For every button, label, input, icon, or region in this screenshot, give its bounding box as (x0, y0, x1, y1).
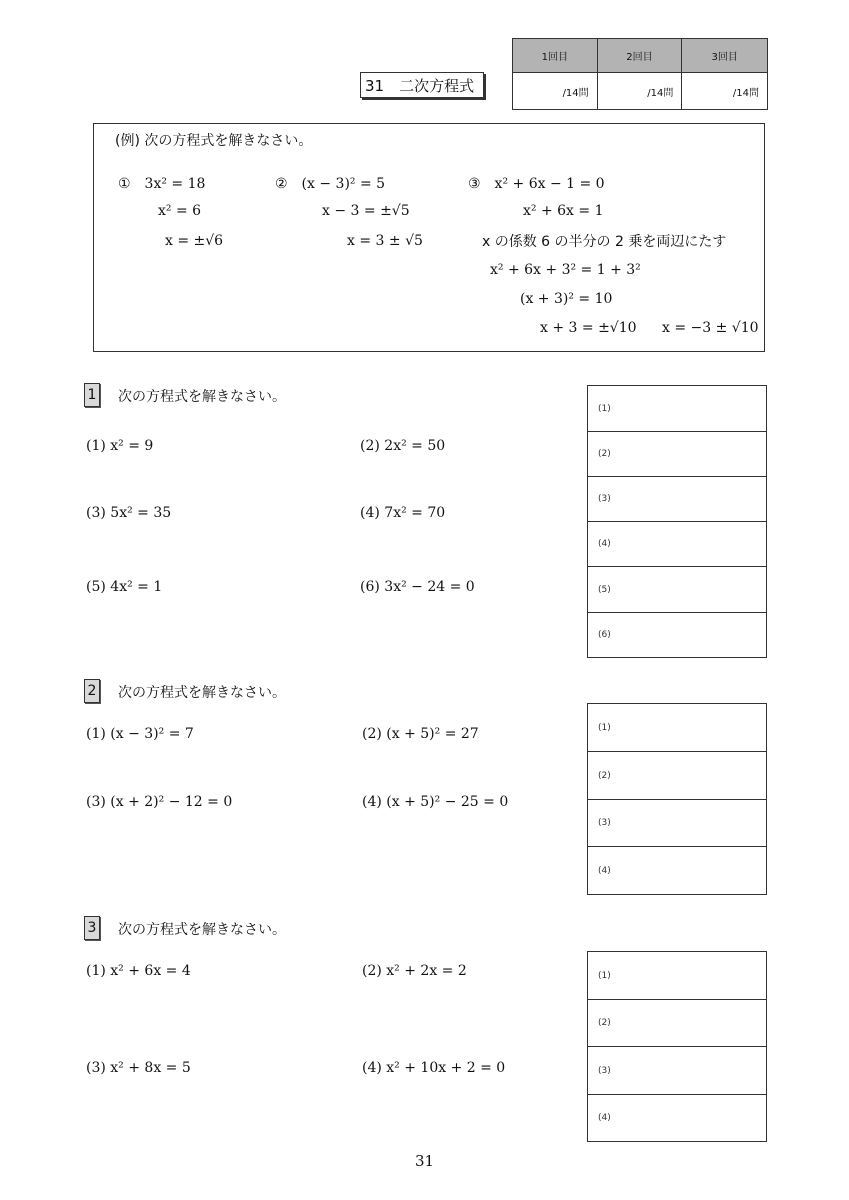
answer-box[interactable] (588, 952, 766, 1000)
example-2-line-3: x = 3 ± √5 (347, 233, 423, 249)
example-3-line-4: x² + 6x + 3² = 1 + 3² (490, 262, 641, 278)
section-1-problem-2: (2) 2x² = 50 (360, 438, 446, 454)
example-2-line-2: x − 3 = ±√5 (322, 203, 410, 219)
score-cell-2[interactable]: /14問 (598, 73, 683, 109)
section-2-answer-column (587, 703, 767, 895)
answer-box[interactable] (588, 613, 766, 658)
answer-box[interactable] (588, 800, 766, 847)
example-heading: (例) 次の方程式を解きなさい。 (115, 133, 313, 149)
answer-box[interactable] (588, 847, 766, 895)
section-3-problem-1: (1) x² + 6x = 4 (86, 963, 191, 979)
answer-box[interactable] (588, 1000, 766, 1047)
answer-box[interactable] (588, 522, 766, 567)
answer-box[interactable] (588, 386, 766, 432)
answer-box[interactable] (588, 477, 766, 522)
section-3-instruction: 次の方程式を解きなさい。 (118, 922, 286, 938)
section-1-problem-1: (1) x² = 9 (86, 438, 154, 454)
answer-label: (2) (598, 449, 611, 459)
section-3-answer-column (587, 951, 767, 1142)
answer-label: (1) (598, 403, 611, 414)
example-3-line-7: x = −3 ± √10 (662, 320, 759, 336)
answer-label: (5) (598, 584, 611, 595)
section-1-problem-3: (3) 5x² = 35 (86, 505, 172, 521)
answer-label: (2) (598, 1018, 611, 1028)
page-number: 31 (414, 1152, 435, 1170)
section-2-instruction: 次の方程式を解きなさい。 (118, 685, 286, 701)
answer-label: (3) (598, 1065, 611, 1076)
section-1-instruction: 次の方程式を解きなさい。 (118, 389, 286, 405)
answer-label: (2) (598, 770, 611, 781)
section-1-problem-6: (6) 3x² − 24 = 0 (360, 579, 475, 595)
answer-label: (4) (598, 1113, 611, 1123)
answer-box[interactable] (588, 704, 766, 752)
answer-box[interactable] (588, 567, 766, 613)
score-header-1: 1回目 (513, 39, 598, 73)
section-1-problem-4: (4) 7x² = 70 (360, 505, 446, 521)
page-title: 31 二次方程式 (360, 72, 484, 98)
answer-box[interactable] (588, 1095, 766, 1142)
example-2-line-1: ② (x − 3)² = 5 (275, 176, 386, 192)
section-2-problem-2: (2) (x + 5)² = 27 (362, 726, 479, 742)
score-table (512, 38, 768, 110)
score-header-3: 3回目 (682, 39, 767, 73)
score-cell-1[interactable]: /14問 (513, 73, 598, 109)
example-1-line-2: x² = 6 (158, 203, 202, 219)
section-3-problem-4: (4) x² + 10x + 2 = 0 (362, 1060, 506, 1076)
answer-label: (1) (598, 722, 611, 733)
example-3-note: x の係数 6 の半分の 2 乗を両辺にたす (482, 234, 727, 250)
example-3-line-2: x² + 6x = 1 (523, 203, 604, 219)
answer-label: (6) (598, 630, 611, 640)
example-1-line-1: ① 3x² = 18 (118, 176, 206, 192)
answer-label: (3) (598, 818, 611, 828)
score-header-2: 2回目 (598, 39, 683, 73)
answer-label: (4) (598, 539, 611, 549)
section-2-problem-1: (1) (x − 3)² = 7 (86, 726, 194, 742)
example-1-line-3: x = ±√6 (165, 233, 224, 249)
example-3-line-6: x + 3 = ±√10 (540, 320, 637, 336)
answer-box[interactable] (588, 1047, 766, 1095)
section-2-number: 2 (84, 679, 100, 703)
example-3-line-1: ③ x² + 6x − 1 = 0 (468, 176, 605, 192)
example-3-line-5: (x + 3)² = 10 (520, 291, 613, 307)
answer-label: (1) (598, 970, 611, 981)
section-2-problem-3: (3) (x + 2)² − 12 = 0 (86, 794, 233, 810)
section-1-problem-5: (5) 4x² = 1 (86, 579, 163, 595)
answer-box[interactable] (588, 432, 766, 477)
section-1-number: 1 (84, 383, 100, 407)
answer-label: (4) (598, 865, 611, 876)
section-2-problem-4: (4) (x + 5)² − 25 = 0 (362, 794, 509, 810)
answer-label: (3) (598, 494, 611, 504)
score-cell-3[interactable]: /14問 (732, 87, 759, 99)
section-3-problem-3: (3) x² + 8x = 5 (86, 1060, 191, 1076)
section-1-answer-column (587, 385, 767, 658)
section-3-problem-2: (2) x² + 2x = 2 (362, 963, 467, 979)
section-3-number: 3 (84, 916, 100, 940)
answer-box[interactable] (588, 752, 766, 800)
